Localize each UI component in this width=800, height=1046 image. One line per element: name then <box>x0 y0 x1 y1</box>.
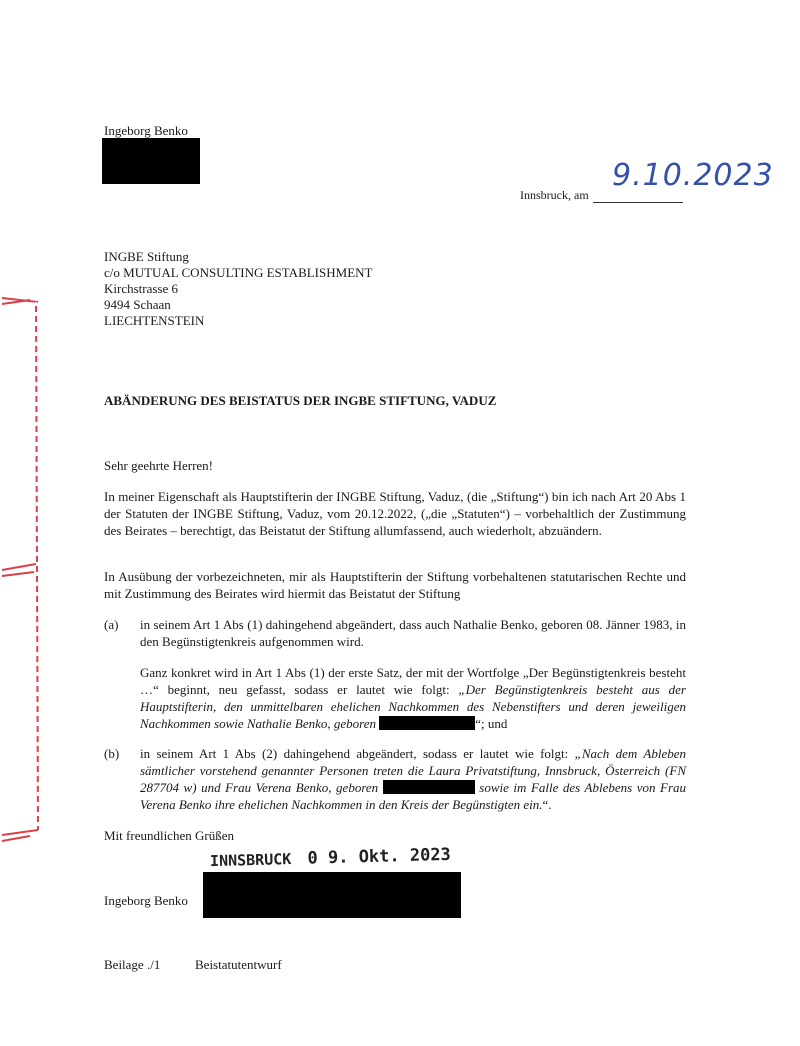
stamp-date: 0 9. Okt. 2023 <box>307 844 452 869</box>
item-a-sub-plain: Ganz konkret wird in Art 1 Abs (1) der erste Satz, der mit der Wortfolge „Der Begünstigtenkreis besteht …“ beginnt, neu gefasst, sodass er lautet wie folgt: <box>140 665 686 697</box>
handwritten-date: 9.10.2023 <box>612 158 774 193</box>
item-a-sub-end: “; und <box>475 716 508 731</box>
recipient-line-5: LIECHTENSTEIN <box>104 313 205 328</box>
redacted-sender-address <box>102 138 200 184</box>
signature-name: Ingeborg Benko <box>104 893 188 908</box>
enclosure-text: Beistatutentwurf <box>195 957 282 972</box>
date-place-label: Innsbruck, am <box>520 188 589 202</box>
item-a-label: (a) <box>104 617 119 632</box>
item-b-end: “. <box>542 797 552 812</box>
redacted-birthdate-verena <box>383 780 475 794</box>
item-b-text <box>140 745 686 813</box>
recipient-line-1: INGBE Stiftung <box>104 249 189 264</box>
item-b-label: (b) <box>104 746 120 761</box>
item-b-italic-2: sowie im Falle des Ablebens von Frau Verena Benko ihre ehelichen Nachkommen in den Kreis der Begünstigten ein. <box>140 780 687 812</box>
item-b-plain: in seinem Art 1 Abs (2) dahingehend abgeändert, sodass er lautet wie folgt: <box>140 746 575 761</box>
item-a-text: in seinem Art 1 Abs (1) dahingehend abgeändert, dass auch Nathalie Benko, geboren 08. Jänner 1983, in den Begünstigtenkreis aufgenommen wird. <box>140 617 686 649</box>
redacted-signature <box>203 872 461 918</box>
item-a-sub-italic: „Der Begünstigtenkreis besteht aus der Hauptstifterin, den unmittelbaren ehelichen Nachkommen des Nebenstifters und deren jeweiligen Nachkommen sowie Nathalie Benko, geboren <box>140 682 686 731</box>
closing: Mit freundlichen Grüßen <box>104 828 234 843</box>
red-border-tape <box>0 290 40 850</box>
paragraph-2: In Ausübung der vorbezeichneten, mir als Hauptstifterin der Stiftung vorbehaltenen statutarischen Rechte und mit Zustimmung des Beirates wird hiermit das Beistatut der Stiftung <box>104 569 686 601</box>
recipient-line-4: 9494 Schaan <box>104 297 171 312</box>
sender-name: Ingeborg Benko <box>104 123 188 138</box>
item-b-italic-1: „Nach dem Ableben sämtlicher vorstehend genannter Personen treten die Laura Privatstiftung, Innsbruck, Österreich (FN 287704 w) und Frau Verena Benko, geboren <box>140 746 687 795</box>
stamp-place: INNSBRUCK <box>209 850 292 871</box>
date-underline <box>593 202 683 203</box>
subject-heading: ABÄNDERUNG DES BEISTATUS DER INGBE STIFTUNG, VADUZ <box>104 393 497 408</box>
redacted-birthdate-nathalie <box>379 716 475 730</box>
recipient-line-2: c/o MUTUAL CONSULTING ESTABLISHMENT <box>104 265 373 280</box>
salutation: Sehr geehrte Herren! <box>104 458 213 473</box>
paragraph-1: In meiner Eigenschaft als Hauptstifterin der INGBE Stiftung, Vaduz, (die „Stiftung“) bin ich nach Art 20 Abs 1 der Statuten der INGBE Stiftung, Vaduz, vom 20.12.2022, („die „Statuten“) – vorbehaltlich der Zustimmung des Beirates – berechtigt, das Beistatut der Stiftung allumfassend, auch wiederholt, abzuändern. <box>104 489 686 538</box>
item-a-sub-paragraph <box>140 664 686 732</box>
enclosure-label: Beilage ./1 <box>104 957 161 972</box>
recipient-line-3: Kirchstrasse 6 <box>104 281 179 296</box>
date-stamp <box>210 845 451 871</box>
